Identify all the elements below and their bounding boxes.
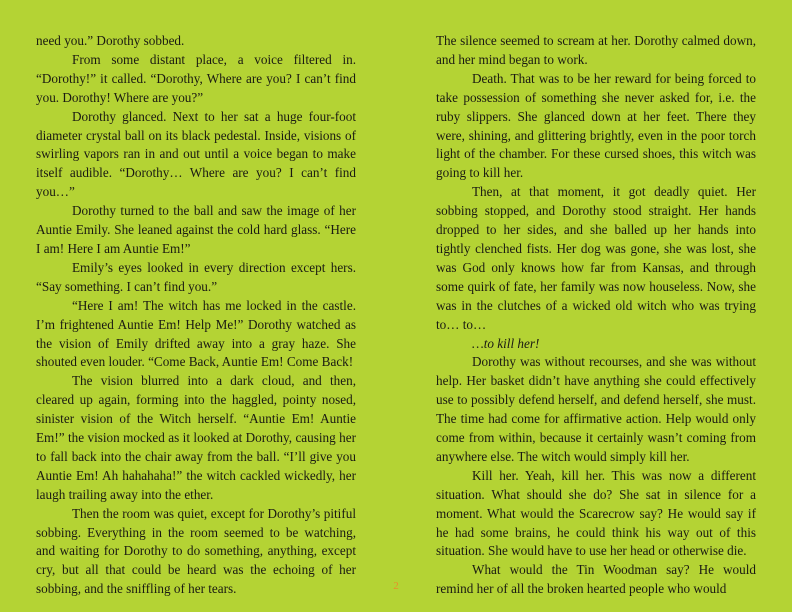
paragraph: need you.” Dorothy sobbed. <box>36 33 185 48</box>
paragraph: Then the room was quiet, except for Dorothy’s pitiful sobbing. Everything in the room seemed to be watching, and waiting for Dorothy to do something, anything, except cry, but all that could be heard was the echoing of her sobbing, and the sniffling of her tears. <box>36 505 356 597</box>
paragraph: The silence seemed to scream at her. Dorothy calmed down, and her mind began to work. <box>436 33 756 67</box>
paragraph: What would the Tin Woodman say? He would remind her of all the broken hearted people who would <box>436 562 756 597</box>
paragraph: Dorothy turned to the ball and saw the image of her Auntie Emily. She leaned against the cold hard glass. “Here I am! Here I am Auntie Em!” <box>36 203 356 256</box>
paragraph: “Here I am! The witch has me locked in the castle. I’m frightened Auntie Em! Help Me!” Dorothy watched as the vision of Emily drifted away into a gray haze. She shouted even louder. “Come Back, Auntie Em! Come Back! <box>36 297 356 370</box>
paragraph: Death. That was to be her reward for being forced to take possession of something she never asked for, i.e. the ruby slippers. She glanced down at her feet. There they were, shining, and glittering brightly, even in the poor torch light of the chamber. For these cursed shoes, this witch was going to kill her. <box>436 70 756 181</box>
paragraph: Dorothy was without recourses, and she was without help. Her basket didn’t have anything she could effectively use to possibly defend herself, and defend herself, she must. The time had come for affirmative action. Help would only come from within, because it certainly wasn’t coming from anywhere else. The witch would simply kill her. <box>436 354 756 464</box>
right-text-column <box>436 32 756 599</box>
paragraph: Then, at that moment, it got deadly quiet. Her sobbing stopped, and Dorothy stood straight. Her hands dropped to her sides, and she balled up her hands into tightly clenched fists. Her dog was gone, she was lost, she was God only knows how far from Kansas, and through some quirk of fate, her family was now houseless. Now, she was in the clutches of a wicked old witch who was trying to… to… <box>436 184 756 332</box>
page-number: 2 <box>393 580 399 592</box>
left-text-column <box>36 32 356 599</box>
paragraph: The vision blurred into a dark cloud, and then, cleared up again, forming into the haggled, pointy nosed, sinister vision of the Witch herself. “Auntie Em! Auntie Em!” the vision mocked as it looked at Dorothy, causing her to fall back into the chair away from the ball. “I’ll give you Auntie Em! Ah hahahaha!” the witch cackled wickedly, her laugh trailing away into the ether. <box>36 373 356 502</box>
paragraph: Dorothy glanced. Next to her sat a huge four-foot diameter crystal ball on its black pedestal. Inside, visions of swirling vapors ran in and out until a voice began to make itself audible. “Dorothy… Where are you? I can’t find you…” <box>36 108 356 200</box>
paragraph: From some distant place, a voice filtered in. “Dorothy!” it called. “Dorothy, Where are you? I can’t find you. Dorothy! Where are you?” <box>36 51 356 105</box>
italic-paragraph: …to kill her! <box>472 335 540 351</box>
paragraph: Emily’s eyes looked in every direction except hers. “Say something. I can’t find you.” <box>36 259 356 294</box>
paragraph: Kill her. Yeah, kill her. This was now a different situation. What should she do? She sat in silence for a moment. What would the Scarecrow say? He would say if he had some brains, he could think his way out of this situation. She would have to use her head or otherwise die. <box>436 467 756 559</box>
